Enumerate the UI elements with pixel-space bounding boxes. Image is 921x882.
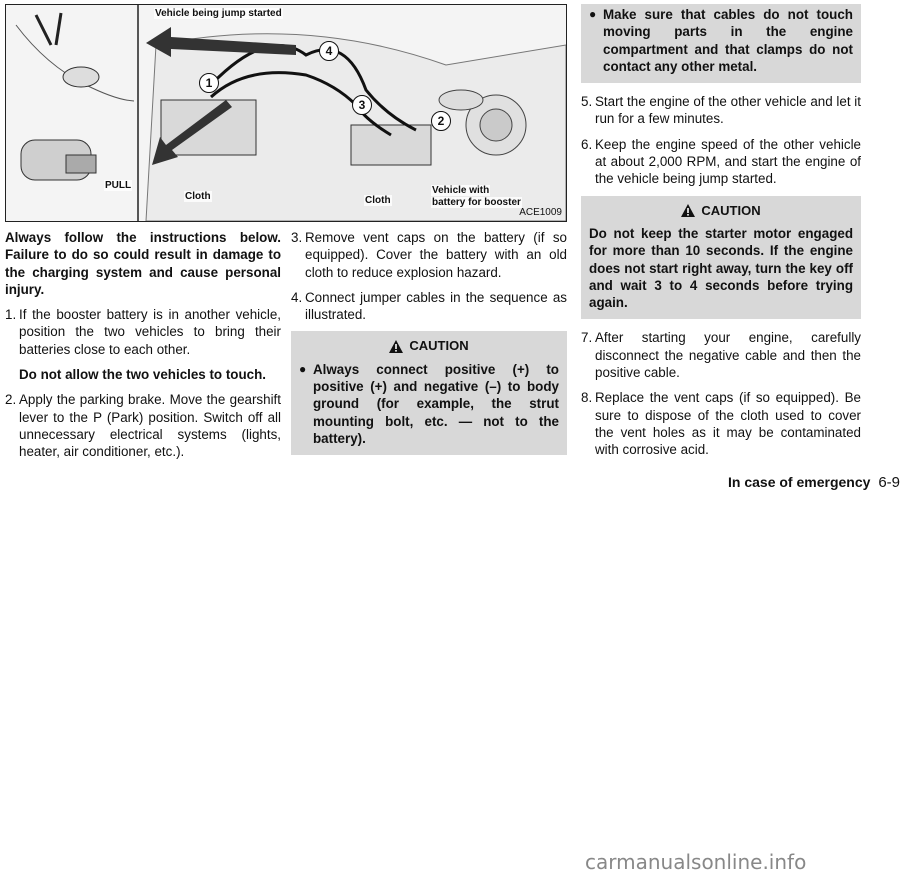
step-number: 5. (581, 94, 593, 110)
step-text: Connect jumper cables in the sequence as illustrated. (305, 289, 567, 323)
watermark: carmanualsonline.info (585, 850, 807, 874)
sequence-number-1: 1 (199, 73, 219, 93)
step-text: After starting your engine, carefully disconnect the negative cable and then the positive cable. (595, 330, 861, 381)
step-3 (291, 229, 567, 281)
caution-heading (299, 337, 559, 354)
step-number: 4. (291, 289, 303, 305)
caution-bullet-text: Always connect positive (+) to positive (+) and negative (–) to body ground (for example, the strut mounting bolt, etc. — not to the battery). (313, 361, 559, 446)
figure-code: ACE1009 (519, 207, 562, 218)
column-middle (291, 229, 567, 465)
caution-title: CAUTION (409, 338, 469, 354)
label-booster-line1: Vehicle with (432, 185, 490, 196)
column-left (5, 229, 281, 469)
section-title: In case of emergency (728, 474, 871, 490)
label-cloth-right: Cloth (365, 195, 391, 206)
step-5 (581, 93, 861, 128)
label-cloth-left: Cloth (185, 191, 211, 202)
step-number: 6. (581, 136, 593, 152)
caution-box-starter (581, 196, 861, 320)
sequence-number-4: 4 (319, 41, 339, 61)
step-4 (291, 289, 567, 324)
step-1 (5, 306, 281, 358)
sequence-number-3: 3 (352, 95, 372, 115)
step-text: Start the engine of the other vehicle and let it run for a few minutes. (595, 94, 861, 127)
caution-text: Do not keep the starter motor engaged for more than 10 seconds. If the engine does not start right away, turn the key off and wait 3 to 4 seconds before trying again. (589, 225, 853, 311)
caution-heading (589, 202, 853, 219)
step-text: Apply the parking brake. Move the gearshift lever to the P (Park) position. Switch off all unnecessary electrical systems (lights, heater, air conditioner, etc.). (19, 392, 281, 460)
column-right (581, 0, 861, 467)
step-number: 7. (581, 330, 593, 346)
step-text: Replace the vent caps (if so equipped). Be sure to dispose of the cloth used to cover the vent holes as it may be contaminated with corrosive acid. (595, 390, 861, 458)
step-8 (581, 389, 861, 458)
step-text: Remove vent caps on the battery (if so equipped). Cover the battery with an old cloth to reduce explosion hazard. (305, 230, 567, 280)
step-text: Keep the engine speed of the other vehicle at about 2,000 RPM, and start the engine of the vehicle being jump started. (595, 136, 861, 187)
step-2 (5, 391, 281, 460)
caution-title: CAUTION (701, 202, 761, 218)
step-number: 2. (5, 392, 17, 408)
step-number: 8. (581, 390, 593, 406)
label-vehicle-jump-started: Vehicle being jump started (155, 8, 282, 19)
sequence-number-2: 2 (431, 111, 451, 131)
warning-triangle-icon (389, 340, 403, 353)
warning-triangle-icon (681, 204, 695, 217)
caution-box-polarity (291, 331, 567, 455)
caution-box-cables (581, 4, 861, 83)
page-number: 6-9 (878, 474, 900, 491)
safety-warning: Always follow the instructions below. Failure to do so could result in damage to the charging system and cause personal injury. (5, 230, 281, 297)
step-number: 1. (5, 307, 17, 323)
step-text: If the booster battery is in another vehicle, position the two vehicles to bring their batteries close to each other. (19, 307, 281, 357)
label-booster-line2: battery for booster (432, 197, 521, 208)
caution-bullet-text: Make sure that cables do not touch moving parts in the engine compartment and that clamps do not contact any other metal. (603, 7, 853, 74)
caution-bullet (299, 361, 559, 447)
jump-start-illustration (5, 4, 567, 222)
step-7 (581, 329, 861, 381)
page-footer (600, 474, 900, 491)
bullet-icon: ● (299, 361, 307, 376)
bullet-icon: ● (589, 7, 597, 21)
step-1-note: Do not allow the two vehicles to touch. (19, 367, 266, 383)
step-number: 3. (291, 230, 303, 245)
caution-bullet (589, 6, 853, 75)
label-pull: PULL (105, 180, 132, 191)
step-6 (581, 136, 861, 188)
